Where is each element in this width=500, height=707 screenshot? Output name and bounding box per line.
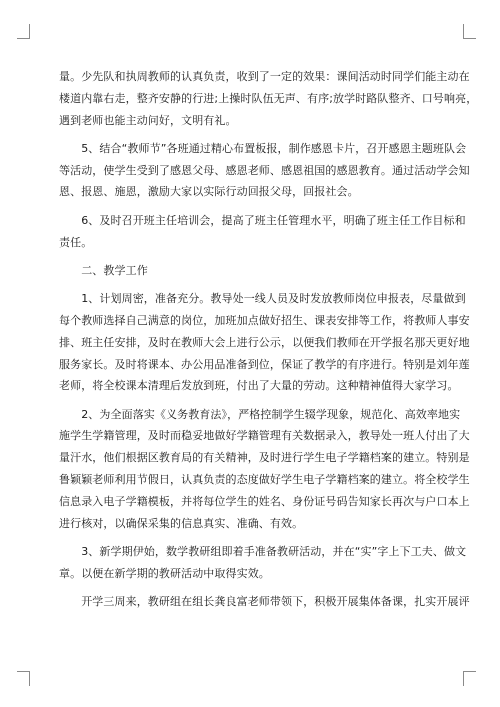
paragraph (59, 541, 467, 585)
text-line: 施学生学籍管理，及时而稳妥地做好学籍管理有关数据录入，教导处一班人付出了大 (59, 429, 470, 443)
text-line: 1、计划周密，准备充分。教导处一线人员及时发放教师岗位申报表，尽量做到 (59, 292, 466, 306)
paragraph (59, 210, 466, 254)
text-line: 老师，将全校课本清理后发放到班，付出了大量的劳动。这种精神值得大家学习。 (59, 379, 459, 393)
crop-mark-top-left (17, 24, 30, 39)
text-line: 量汗水，他们根据区教育局的有关精神，及时进行学生电子学籍档案的建立。特别是 (59, 451, 470, 465)
paragraph (59, 288, 470, 397)
text-line: 开学三周来，教研组在组长龚良富老师带领下，积极开展集体备课，扎实开展评 (59, 595, 470, 609)
paragraph (59, 66, 478, 131)
text-line: 排、班主任安排，及时在教师大会上进行公示，以便我们教师在开学报名那天更好地 (59, 335, 470, 349)
text-line: 5、结合“教师节”各班通过精心布置板报，制作感恩卡片，召开感恩主题班队会 (59, 141, 467, 155)
text-line: 3、新学期伊始，数学教研组即着手准备教研活动，并在“实”字上下工夫、做文 (59, 544, 467, 558)
text-line: 服务家长。及时将课本、办公用品准备到位，保证了教学的有序进行。特别是刘年莲 (59, 357, 470, 371)
text-line: 楼道内靠右走，整齐安静的行进;上操时队伍无声、有序;放学时路队整齐、口号响亮， (59, 91, 478, 105)
text-line: 量。少先队和执周教师的认真负责，收到了一定的效果：课间活动时同学们能主动在 (59, 70, 470, 83)
text-line: 6、及时召开班主任培训会，提高了班主任管理水平，明确了班主任工作目标和 (59, 213, 466, 227)
crop-mark-bottom-left (17, 671, 30, 686)
paragraph (59, 404, 470, 535)
text-line: 二、教学工作 (59, 263, 148, 277)
text-line: 信息录入电子学籍模板，并将每位学生的姓名、身份证号码告知家长再次与户口本上 (59, 494, 470, 508)
document-body (59, 66, 478, 619)
crop-mark-top-right (463, 24, 476, 39)
paragraph (59, 138, 470, 203)
text-line: 责任。 (59, 235, 93, 249)
text-line: 遇到老师也能主动问好，文明有礼。 (59, 113, 237, 127)
paragraph (59, 591, 470, 613)
paragraph (59, 260, 443, 282)
text-line: 等活动，使学生受到了感恩父母、感恩老师、感恩祖国的感恩教育。通过活动学会知 (59, 163, 470, 177)
text-line: 每个教师选择自己满意的岗位，加班加点做好招生、课表安排等工作，将教师人事安 (59, 313, 470, 327)
text-line: 鲁颖颖老师利用节假日，认真负责的态度做好学生电子学籍档案的建立。将全校学生 (59, 473, 470, 487)
text-line: 2、为全面落实《义务教育法》，严格控制学生辍学现象，规范化、高效率地实 (59, 407, 461, 421)
text-line: 恩、报恩、施恩，激励大家以实际行动回报父母，回报社会。 (59, 185, 359, 199)
text-line: 进行核对，以确保采集的信息真实、准确、有效。 (59, 516, 304, 530)
text-line: 章。以便在新学期的教研活动中取得实效。 (59, 566, 270, 580)
crop-mark-bottom-right (463, 671, 476, 686)
